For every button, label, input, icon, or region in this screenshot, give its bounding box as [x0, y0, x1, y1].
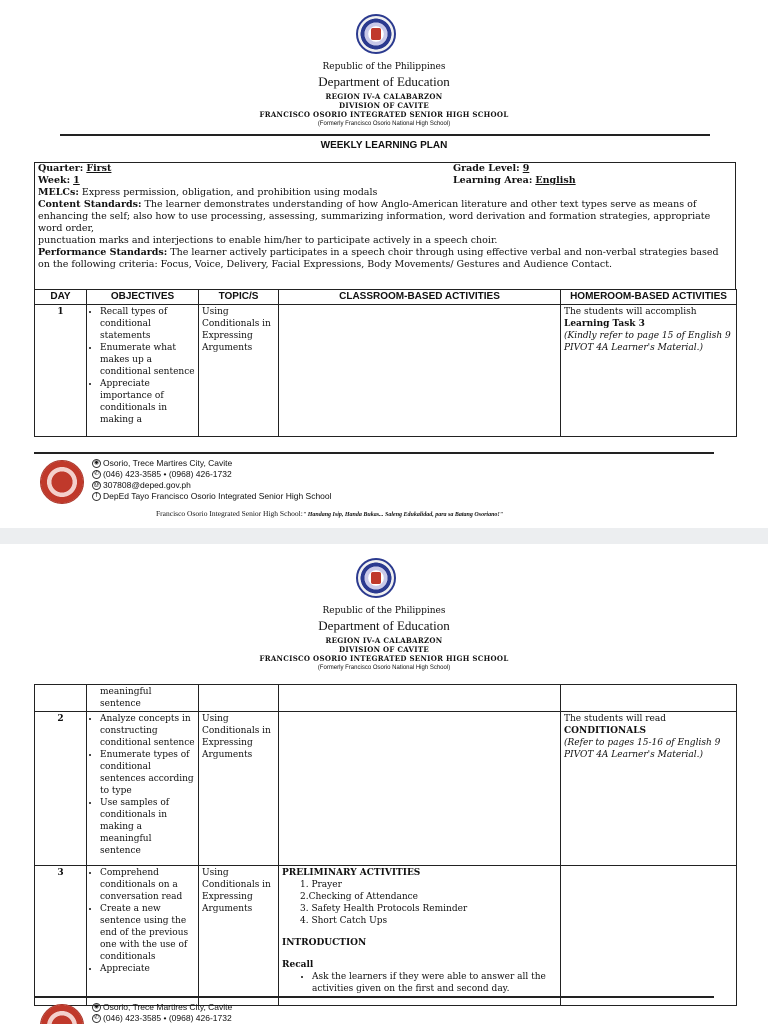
- header-school: FRANCISCO OSORIO INTEGRATED SENIOR HIGH SCHOOL: [259, 110, 509, 119]
- footer-facebook: DepEd Tayo Francisco Osorio Integrated Senior High School: [103, 491, 332, 501]
- preliminary-item: 2.Checking of Attendance: [300, 892, 418, 902]
- header-homeroom-activities: HOMEROOM-BASED ACTIVITIES: [561, 290, 737, 305]
- header-division: DIVISION OF CAVITE: [339, 645, 429, 654]
- day-cell: 3: [35, 866, 87, 1006]
- table-row: [35, 305, 737, 437]
- homeroom-cell: [561, 866, 737, 1006]
- footer-address: Osorio, Trece Martires City, Cavite: [103, 1002, 233, 1012]
- homeroom-cell: [561, 685, 737, 712]
- homeroom-task: Learning Task 3: [564, 319, 645, 329]
- footer-divider: [34, 452, 714, 454]
- table-row: [35, 712, 737, 866]
- quarter-label: Quarter:: [38, 163, 84, 174]
- melcs-value: Express permission, obligation, and prohibition using modals: [81, 187, 378, 198]
- classroom-cell: [279, 685, 561, 712]
- phone-icon: ✆: [93, 471, 100, 478]
- preliminary-activities-title: PRELIMINARY ACTIVITIES: [282, 868, 421, 878]
- grade-label: Grade Level:: [453, 163, 520, 174]
- melcs-label: MELCs:: [38, 187, 79, 198]
- document-page-2: [0, 544, 768, 1024]
- header-region: REGION IV-A CALABARZON: [325, 636, 443, 645]
- school-logo-icon: [40, 1004, 84, 1024]
- motto-school: Francisco Osorio Integrated Senior High School:: [156, 509, 303, 518]
- objective-item: • Enumerate types of conditional sentences according to type: [100, 749, 195, 797]
- day-cell: 1: [35, 305, 87, 437]
- recall-title: Recall: [282, 960, 314, 970]
- objective-item: • Analyze concepts in constructing conditional sentence: [100, 713, 195, 749]
- topic-cell: Using Conditionals in Expressing Arguments: [199, 712, 279, 866]
- content-standards-value: The learner demonstrates understanding of how Anglo-American literature and other text types serve as means of enhancing the self; also how to use processing, assessing, summarizing information, word derivation and formation strategies, appropriate word order,: [38, 199, 711, 234]
- homeroom-topic: CONDITIONALS: [564, 726, 647, 736]
- deped-seal-icon: [356, 14, 396, 54]
- motto-text: " Handang Isip, Handa Bukas... Saleng Edukalidad, para sa Batang Osoriano!": [302, 512, 504, 518]
- footer-contact: [92, 1002, 232, 1024]
- header-republic: Republic of the Philippines: [322, 606, 446, 616]
- footer-contact: [92, 458, 332, 502]
- content-standards-label: Content Standards:: [38, 199, 142, 210]
- footer-address: Osorio, Trece Martires City, Cavite: [103, 458, 233, 468]
- phone-icon: ✆: [93, 1015, 100, 1022]
- introduction-title: INTRODUCTION: [282, 938, 367, 948]
- preliminary-item: 3. Safety Health Protocols Reminder: [300, 904, 468, 914]
- header-school: FRANCISCO OSORIO INTEGRATED SENIOR HIGH SCHOOL: [259, 654, 509, 663]
- homeroom-cell: [561, 712, 737, 866]
- location-icon: ◉: [93, 1004, 100, 1011]
- day-cell: 2: [35, 712, 87, 866]
- learning-plan-table: [34, 289, 737, 437]
- footer-divider: [34, 996, 714, 998]
- location-icon: ◉: [93, 460, 100, 467]
- header-republic: Republic of the Philippines: [322, 62, 446, 72]
- objective-item: • Use samples of conditionals in making a meaningful sentence: [100, 797, 195, 857]
- header-department: Department of Education: [318, 618, 450, 633]
- homeroom-reference: (Kindly refer to page 15 of English 9 PIVOT 4A Learner's Material.): [564, 331, 731, 353]
- table-row: [35, 866, 737, 1006]
- footer-motto: [156, 509, 503, 518]
- objectives-cell: [87, 305, 199, 437]
- area-value: English: [535, 175, 576, 186]
- quarter-value: First: [86, 163, 112, 174]
- plan-info-block: [34, 162, 736, 290]
- recall-item: • Ask the learners if they were able to answer all the activities given on the first and second day.: [312, 971, 557, 995]
- homeroom-text: The students will read: [564, 714, 666, 724]
- topic-cell: Using Conditionals in Expressing Arguments: [199, 305, 279, 437]
- deped-seal-icon: [356, 558, 396, 598]
- topic-cell: [199, 685, 279, 712]
- objective-item: • Create a new sentence using the end of the previous one with the use of conditionals: [100, 903, 195, 963]
- performance-standards-label: Performance Standards:: [38, 247, 168, 258]
- footer-phone: (046) 423-3585 • (0968) 426-1732: [103, 469, 232, 479]
- classroom-cell: [279, 866, 561, 1006]
- header-classroom-activities: CLASSROOM-BASED ACTIVITIES: [279, 290, 561, 305]
- objective-item: • Recall types of conditional statements: [100, 306, 195, 342]
- header-department: Department of Education: [318, 74, 450, 89]
- header-formerly: (Formerly Francisco Osorio National High School): [317, 665, 451, 671]
- grade-value: 9: [522, 163, 530, 174]
- header-division: DIVISION OF CAVITE: [339, 101, 429, 110]
- day-cell: [35, 685, 87, 712]
- header-formerly: (Formerly Francisco Osorio National High School): [317, 121, 451, 127]
- content-standards-value-2: punctuation marks and interjections to enable him/her to participate actively in a speech choir.: [38, 235, 498, 246]
- header-topics: TOPIC/S: [199, 290, 279, 305]
- plan-title: WEEKLY LEARNING PLAN: [320, 140, 448, 151]
- header-region: REGION IV-A CALABARZON: [325, 92, 443, 101]
- objective-item: • Appreciate importance of conditionals in making a: [100, 378, 195, 426]
- topic-cell: Using Conditionals in Expressing Arguments: [199, 866, 279, 1006]
- area-label: Learning Area:: [453, 175, 533, 186]
- header-divider: [60, 134, 710, 136]
- email-icon: @: [93, 482, 100, 489]
- objectives-cell: [87, 712, 199, 866]
- objectives-cell: meaningful sentence: [87, 685, 199, 712]
- classroom-cell: [279, 305, 561, 437]
- header-day: DAY: [35, 290, 87, 305]
- table-row: [35, 685, 737, 712]
- footer-phone: (046) 423-3585 • (0968) 426-1732: [103, 1013, 232, 1023]
- week-value: 1: [73, 175, 80, 186]
- page-gap: [0, 528, 768, 544]
- header-objectives: OBJECTIVES: [87, 290, 199, 305]
- objective-item: • Comprehend conditionals on a conversation read: [100, 867, 195, 903]
- objective-item: • Enumerate what makes up a conditional sentence: [100, 342, 195, 378]
- table-header-row: [35, 290, 737, 305]
- preliminary-item: 1. Prayer: [300, 880, 342, 890]
- objectives-cell: [87, 866, 199, 1006]
- classroom-cell: [279, 712, 561, 866]
- performance-standards-value: The learner actively participates in a speech choir through using effective verbal and non-verbal strategies based on the following criteria: Focus, Voice, Delivery, Facial Expressions, Body Movements/ Gestures and Audience Contact.: [38, 247, 719, 270]
- learning-plan-table-continued: [34, 684, 737, 1006]
- homeroom-cell: [561, 305, 737, 437]
- homeroom-reference: (Refer to pages 15-16 of English 9 PIVOT 4A Learner's Material.): [564, 738, 721, 760]
- preliminary-item: 4. Short Catch Ups: [300, 916, 388, 926]
- week-label: Week:: [38, 175, 71, 186]
- school-logo-icon: [40, 460, 84, 504]
- homeroom-text: The students will accomplish: [564, 307, 697, 317]
- facebook-icon: f: [92, 492, 101, 501]
- footer-email: 307808@deped.gov.ph: [103, 480, 191, 490]
- objective-item: • Appreciate: [100, 963, 195, 975]
